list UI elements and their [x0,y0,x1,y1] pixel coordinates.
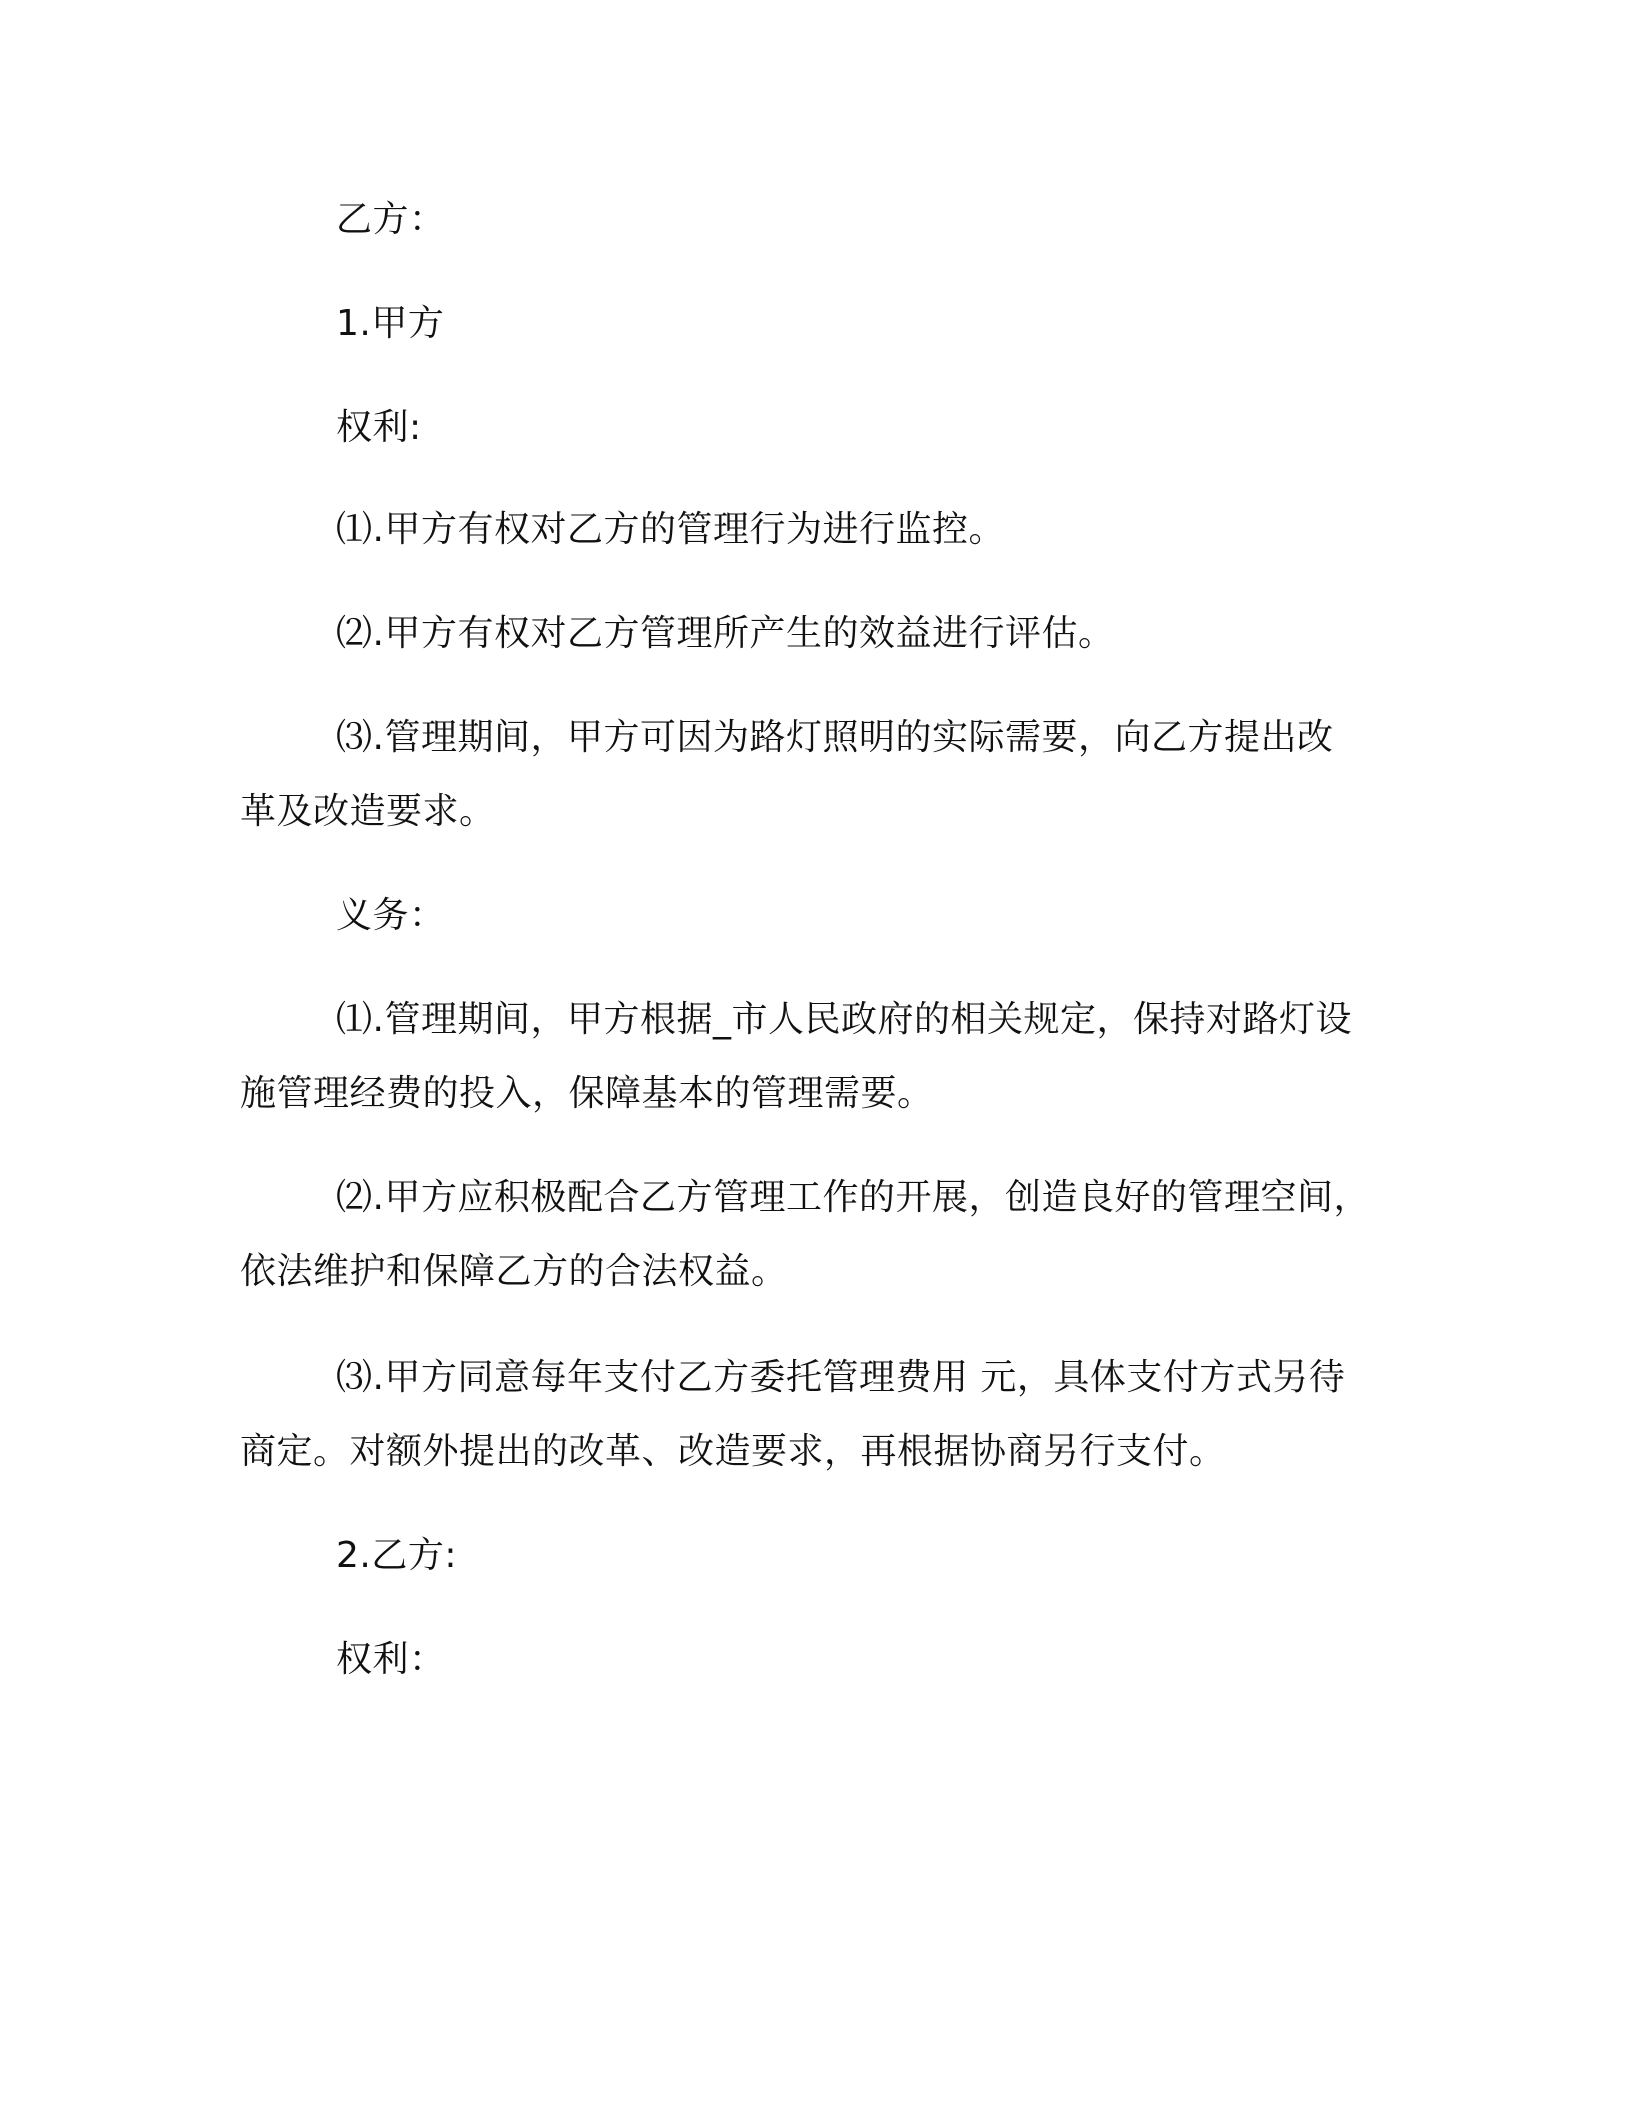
obligations-item-1-line-1: ⑴.管理期间，甲方根据_市人民政府的相关规定，保持对路灯设 [336,999,1352,1040]
rights-heading: 权利: [336,407,422,448]
section-2-heading: 2.乙方: [336,1535,457,1576]
rights-heading-2: 权利： [336,1639,446,1680]
obligations-item-3-line-1: ⑶.甲方同意每年支付乙方委托管理费用 元，具体支付方式另待 [336,1357,1346,1398]
rights-item-3-line-2: 革及改造要求。 [240,791,496,832]
rights-item-2: ⑵.甲方有权对乙方管理所产生的效益进行评估。 [336,613,1115,654]
obligations-item-2-line-1: ⑵.甲方应积极配合乙方管理工作的开展，创造良好的管理空间， [336,1177,1370,1218]
section-1-heading: 1.甲方 [336,303,445,344]
rights-item-3-line-1: ⑶.管理期间，甲方可因为路灯照明的实际需要，向乙方提出改 [336,717,1334,758]
obligations-heading: 义务： [336,895,446,936]
obligations-item-1-line-2: 施管理经费的投入，保障基本的管理需要。 [240,1073,934,1114]
obligations-item-3-line-2: 商定。对额外提出的改革、改造要求，再根据协商另行支付。 [240,1431,1226,1472]
rights-item-1: ⑴.甲方有权对乙方的管理行为进行监控。 [336,509,1005,550]
obligations-item-2-line-2: 依法维护和保障乙方的合法权益。 [240,1251,788,1292]
party-b-label: 乙方： [336,199,446,240]
